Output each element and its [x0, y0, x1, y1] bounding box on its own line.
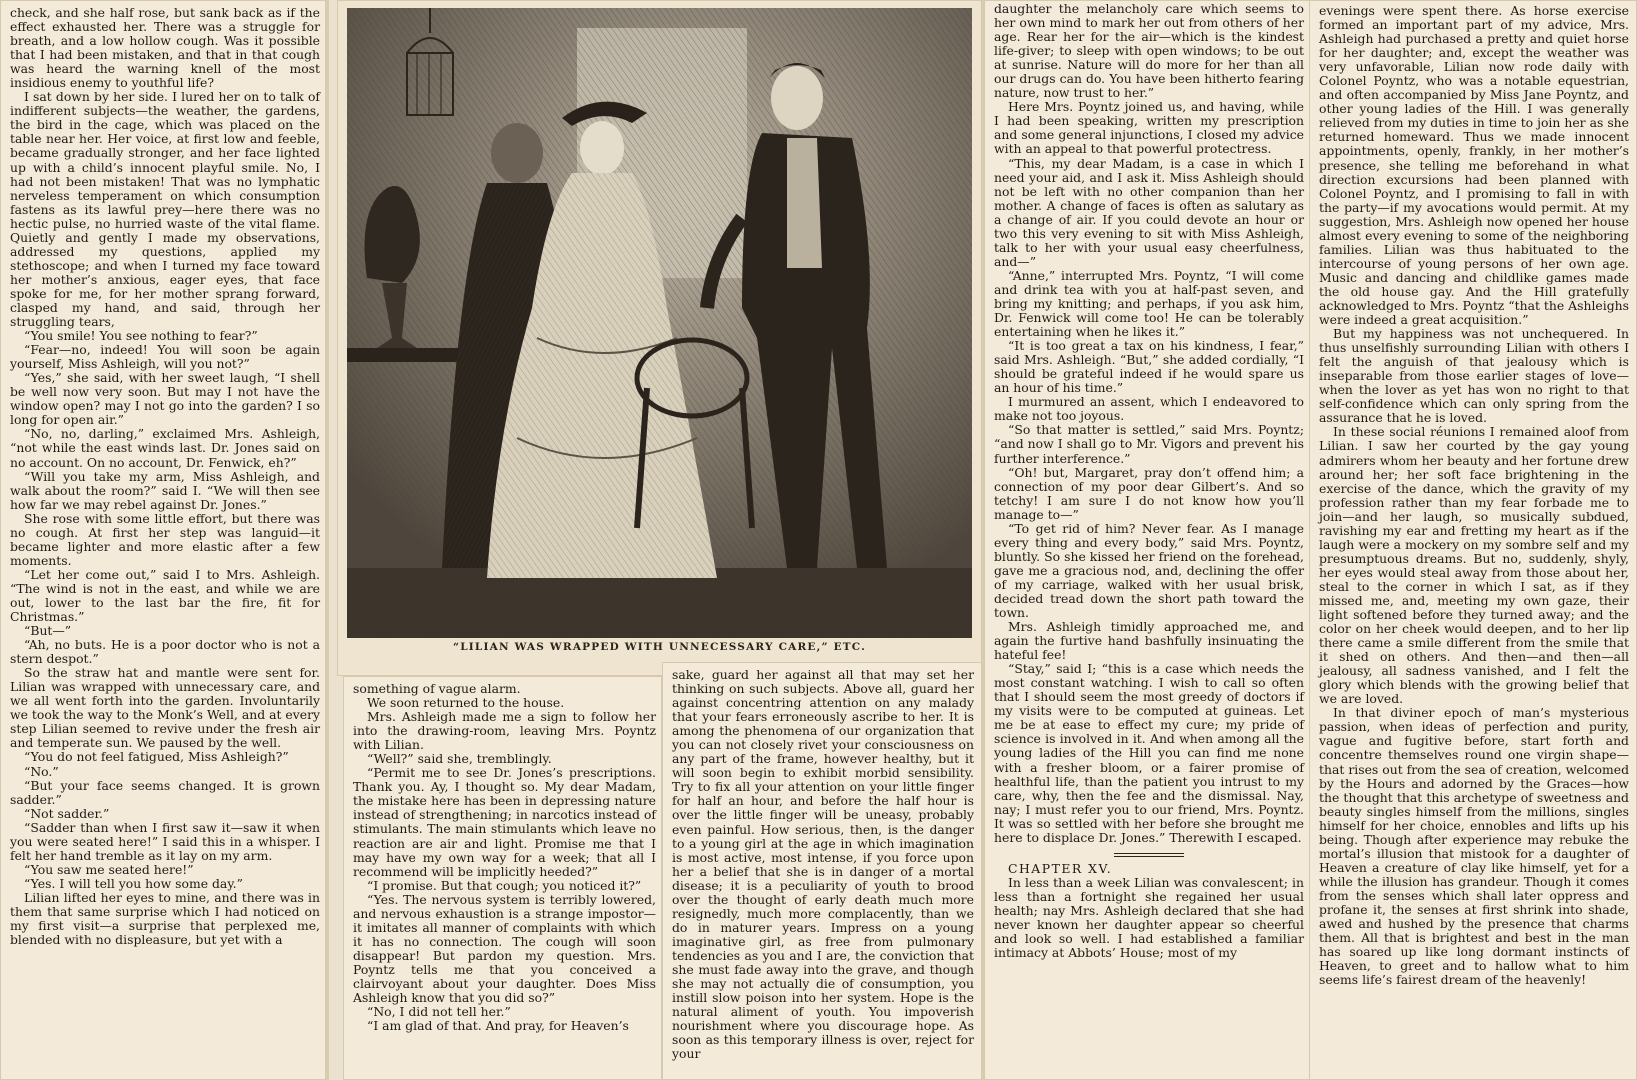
paragraph: “Stay,” said I; “this is a case which needs the most constant watching. I wish to call so often that I should seem the most greedy of doctors if my visits were to be computed at guineas. Let me be at ease to effect my cure; my pride of science is involved in it. And when among all the young ladies of the Hill you can find me none with a fresher bloom, or a fairer promise of healthful life, than the patient you intrust to my care, why, then the fee and the dismissal. Nay, nay; I must refer you to our friend, Mrs. Poyntz. It was so settled with her before she brought me here to displace Dr. Jones.” Therewith I escaped. — [994, 661, 1304, 845]
paragraph: evenings were spent there. As horse exercise formed an important part of my advice, Mrs. Ashleigh had purchased a pretty and quiet horse for her daughter; and, except the weather was very unfavorable, Lilian now rode daily with Colonel Poyntz, who was a notable equestrian, and often accompanied by Miss Jane Poyntz, and other young ladies of the Hill. I was generally relieved from my duties in time to join her as she returned homeward. Thus we made innocent appointments, openly, frankly, in her mother’s presence, she telling me beforehand in what direction excursions had been planned with Colonel Poyntz, and I promising to fall in with the party—if my avocations would permit. At my suggestion, Mrs. Ashleigh now opened her house almost every evening to some of the neighboring families. Lilian was thus habituated to the intercourse of young persons of her own age. Music and dancing and childlike games made the old house gay. And the Hill gratefully acknowledged to Mrs. Poyntz “that the Ashleighs were indeed a great acquisition.” — [1319, 3, 1629, 328]
paragraph: “This, my dear Madam, is a case in which I need your aid, and I ask it. Miss Ashleigh should not be left with no other companion than her mother. A change of faces is often as salutary as a change of air. If you could devote an hour or two this very evening to sit with Miss Ashleigh, talk to her with your usual easy cheerfulness, and—” — [994, 155, 1304, 269]
chapter-heading: CHAPTER XV. — [1008, 860, 1113, 876]
paragraph: “You saw me seated here!” — [24, 861, 194, 877]
paragraph: “I am glad of that. And pray, for Heaven’s — [367, 1018, 629, 1034]
paragraph: “No, I did not tell her.” — [367, 1004, 511, 1020]
illustration-caption: “LILIAN WAS WRAPPED WITH UNNECESSARY CARE,” ETC. — [452, 641, 867, 653]
paragraph: “So that matter is settled,” said Mrs. Poyntz; “and now I shall go to Mr. Vigors and prevent his further interference.” — [994, 422, 1304, 466]
paragraph: “Well?” said she, tremblingly. — [367, 751, 552, 767]
paragraph: “You smile! You see nothing to fear?” — [24, 328, 258, 344]
paragraph: daughter the melancholy care which seems to her own mind to mark her out from others of her age. Rear her for the air—which is the kindest life-giver; to sleep with open windows; to be out at sunrise. Nature will do more for her than all our drugs can do. You have been hitherto fearing nature, now trust to her.” — [994, 1, 1304, 101]
paragraph: “No.” — [24, 763, 59, 779]
paragraph: Lilian lifted her eyes to mine, and there was in them that same surprise which I had noticed on my first visit—a surprise that perplexed me, blended with no displeasure, but yet with a — [10, 889, 320, 948]
paragraph: We soon returned to the house. — [367, 695, 565, 711]
paragraph: “You do not feel fatigued, Miss Ashleigh?” — [24, 749, 289, 765]
paragraph: In these social réunions I remained aloof from Lilian. I saw her courted by the gay young admirers whom her beauty and her fortune drew around her; her soft face brightening in the exercise of the dance, which the gravity of my profession rather than my fear forbade me to join—and her laugh, so musically subdued, ravishing my ear and fretting my heart as if the laugh were a mockery on my sombre self and my presumptuous dreams. But no, suddenly, shyly, her eyes would steal away from those about her, steal to the corner in which I sat, as if they missed me, and, meeting my own gaze, their light softened before they turned away; and the color on her cheek would deepen, and to her lip there came a smile different from the smile that it shed on others. And then—and then—all jealousy, all sadness vanished, and I felt the glory which blends with the growing belief that we are loved. — [1319, 424, 1629, 707]
engraving-image — [347, 8, 972, 638]
paragraph: “But your face seems changed. It is grown sadder.” — [10, 777, 320, 807]
paragraph: sake, guard her against all that may set her thinking on such subjects. Above all, guard her against concentring attention on any malady that your fears erroneously ascribe to her. It is among the phenomena of our organization that you can not closely rivet your consciousness on any part of the frame, however healthy, but it will soon begin to exhibit morbid sensibility. Try to fix all your attention on your little finger for half an hour, and before the half hour is over the little finger will be uneasy, probably even painful. How serious, then, is the danger to a young girl at the age in which imagination is most active, most intense, if you force upon her a belief that she is in danger of a mortal disease; it is a peculiarity of youth to brood over the thought of early death much more resignedly, much more complacently, than we do in maturer years. Impress on a young imaginative girl, as free from pulmonary tendencies as you and I are, the conviction that she must fade away into the grave, and though she may not actually die of consumption, you instill slow poison into her system. Hope is the natural aliment of youth. You impoverish nourishment where you discourage hope. As soon as this temporary illness is over, reject for your — [672, 667, 974, 1062]
paragraph: “Oh! but, Margaret, pray don’t offend him; a connection of my poor dear Gilbert’s. And so tetchy! I am sure I do not know how you’ll manage to—” — [994, 464, 1304, 522]
paragraph: “Yes. The nervous system is terribly lowered, and nervous exhaustion is a strange impostor—it imitates all manner of complaints with which it has no connection. The cough will soon disappear! But pardon my question. Mrs. Poyntz tells me that you conceived a clairvoyant about your daughter. Does Miss Ashleigh know that you did so?” — [353, 891, 656, 1006]
text-column-3 — [662, 662, 982, 1080]
paragraph: She rose with some little effort, but there was no cough. At first her step was languid—it became lighter and more elastic after a few moments. — [10, 510, 320, 568]
text-column-1 — [0, 0, 326, 1080]
paragraph: I sat down by her side. I lured her on to talk of indifferent subjects—the weather, the gardens, the bird in the cage, which was placed on the table near her. Her voice, at first low and feeble, became gradually stronger, and her face lighted up with a child’s innocent playful smile. No, I had not been mistaken! That was no lymphatic nerveless temperament on which consumption fastens as its lawful prey—here there was no hectic pulse, no hurried waste of the vital flame. Quietly and gently I made my observations, addressed my questions, applied my stethoscope; and when I turned my face toward her mother’s anxious, eager eyes, that face spoke for me, for her mother sprang forward, clasped my hand, and said, through her struggling tears, — [10, 89, 320, 330]
paragraph: “Not sadder.” — [24, 805, 110, 821]
paragraph: “Let her come out,” said I to Mrs. Ashleigh. “The wind is not in the east, and while we are out, lower to the last bar the fire, fit for Christmas.” — [10, 566, 320, 625]
paragraph: “Yes. I will tell you how some day.” — [24, 875, 243, 891]
paragraph: something of vague alarm. — [353, 681, 521, 696]
text-column-4 — [984, 0, 1312, 1080]
paragraph: “I promise. But that cough; you noticed it?” — [367, 877, 642, 893]
text-column-2 — [343, 676, 662, 1080]
paragraph: I murmured an assent, which I endeavored to make not too joyous. — [994, 394, 1304, 424]
paragraph: Mrs. Ashleigh made me a sign to follow her into the drawing-room, leaving Mrs. Poyntz with Lilian. — [353, 709, 656, 753]
paragraph: “To get rid of him? Never fear. As I manage every thing and every body,” said Mrs. Poyntz, bluntly. So she kissed her friend on the forehead, gave me a gracious nod, and, declining the offer of my carriage, walked with her usual brisk, decided tread down the short path toward the town. — [994, 520, 1304, 621]
paragraph: “Sadder than when I first saw it—saw it when you were seated here!” I said this in a whisper. I felt her hand tremble as it lay on my arm. — [10, 819, 320, 863]
paragraph: “But—” — [24, 623, 72, 639]
paragraph: So the straw hat and mantle were sent for. Lilian was wrapped with unnecessary care, and we all went forth into the garden. Involuntarily we took the way to the Monk’s Well, and at every step Lilian seemed to revive under the fresh air and temperate sun. We paused by the well. — [10, 665, 320, 751]
paragraph: “Permit me to see Dr. Jones’s prescriptions. Thank you. Ay, I thought so. My dear Madam, the mistake here has been in depressing nature instead of strengthening; in narcotics instead of stimulants. The main stimulants which leave no reaction are air and light. Promise me that I may have my own way for a week; that all I recommend will be implicitly heeded?” — [353, 765, 656, 879]
paragraph: In that diviner epoch of man’s mysterious passion, when ideas of perfection and purity, vague and fugitive before, start forth and concentre themselves round one virgin shape—that rises out from the sea of creation, welcomed by the Hours and adorned by the Graces—how the thought that this archetype of sweetness and beauty singles himself from the millions, singles himself for her choice, ennobles and lifts up his being. Though after experience may rebuke the mortal’s illusion that mistook for a daughter of Heaven a creature of clay like himself, yet for a while the illusion has grandeur. Though it comes from the senses which shall later oppress and profane it, the senses at first shrink into shade, awed and hushed by the presence that charms them. All that is brightest and best in the man has soared up like long dormant instincts of Heaven, to greet and to hallow what to him seems life’s fairest dream of the heavenly! — [1319, 705, 1629, 988]
paragraph: check, and she half rose, but sank back as if the effect exhausted her. There was a struggle for breath, and a low hollow cough. Was it possible that I had been mistaken, and that in that cough was heard the warning knell of the most insidious enemy to youthful life? — [10, 5, 320, 91]
paragraph: “Fear—no, indeed! You will soon be again yourself, Miss Ashleigh, will you not?” — [10, 342, 320, 372]
paragraph: “Yes,” she said, with her sweet laugh, “I shell be well now very soon. But may I not have the window open? may I not go into the garden? I so long for open air.” — [10, 370, 320, 428]
paragraph: “It is too great a tax on his kindness, I fear,” said Mrs. Ashleigh. “But,” she added cordially, “I should be grateful indeed if he would spare us an hour of his time.” — [994, 338, 1304, 396]
chapter-divider-rule — [1114, 853, 1184, 857]
paragraph: Here Mrs. Poyntz joined us, and having, while I had been speaking, written my prescription and some general injunctions, I closed my advice with an appeal to that powerful protectress. — [994, 99, 1304, 157]
text-column-5 — [1309, 0, 1637, 1080]
paragraph: But my happiness was not unchequered. In thus unselfishly surrounding Lilian with others I felt the anguish of that jealousy which is inseparable from those earlier stages of love—when the lover as yet has won no right to that self-confidence which can only spring from the assurance that he is loved. — [1319, 326, 1629, 426]
paragraph: “Anne,” interrupted Mrs. Poyntz, “I will come and drink tea with you at half-past seven, and bring my knitting; and perhaps, if you ask him, Dr. Fenwick will come too! He can be tolerably entertaining when he likes it.” — [994, 267, 1304, 340]
clipping-gutter — [326, 0, 329, 1080]
paragraph: “Ah, no buts. He is a poor doctor who is not a stern despot.” — [10, 637, 320, 667]
paragraph: “Will you take my arm, Miss Ashleigh, and walk about the room?” said I. “We will then see how far we may rebel against Dr. Jones.” — [10, 468, 320, 512]
paragraph: In less than a week Lilian was convalescent; in less than a fortnight she regained her usual health; nay Mrs. Ashleigh declared that she had never known her daughter appear so cheerful and look so well. I had established a familiar intimacy at Abbots’ House; most of my — [994, 874, 1304, 961]
engraving-illustration — [337, 0, 982, 676]
paragraph: Mrs. Ashleigh timidly approached me, and again the furtive hand bashfully insinuating the hateful fee! — [994, 619, 1304, 663]
paragraph: “No, no, darling,” exclaimed Mrs. Ashleigh, “not while the east winds last. Dr. Jones said on no account. On no account, Dr. Fenwick, eh?” — [10, 426, 320, 470]
